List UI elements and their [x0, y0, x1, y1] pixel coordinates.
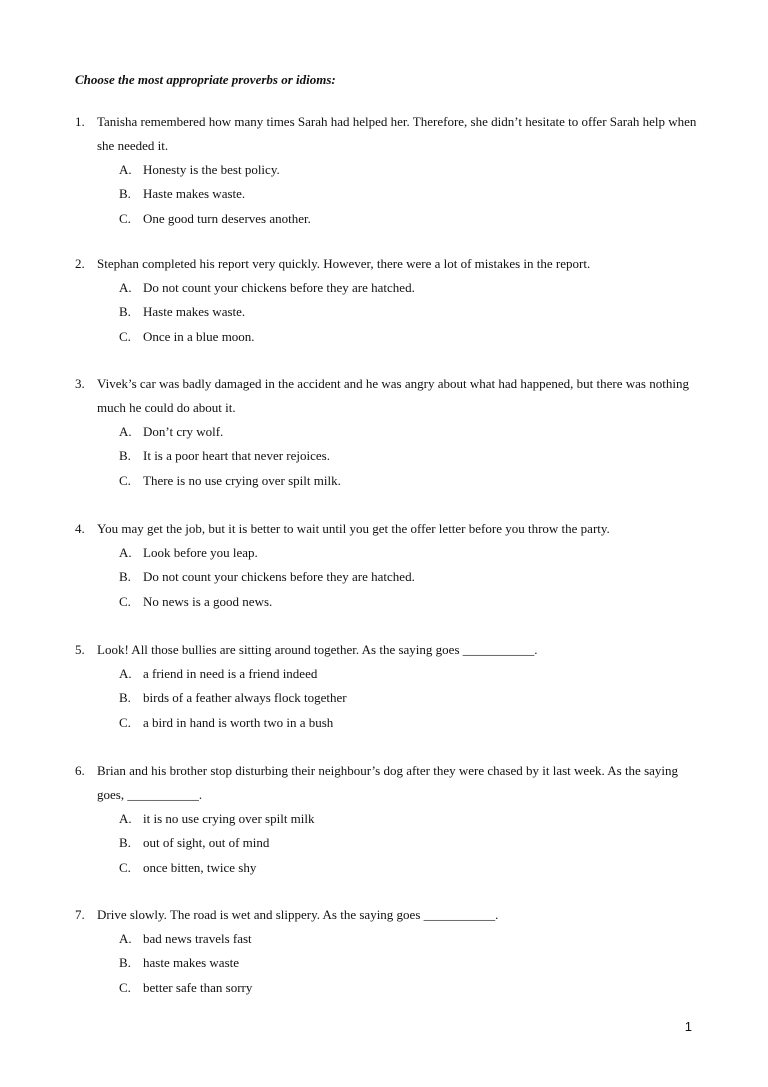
option-letter: A. — [119, 811, 132, 826]
option-letter: C. — [119, 714, 131, 730]
option-c — [75, 856, 705, 880]
option-c — [75, 325, 705, 349]
answer-options — [75, 807, 705, 880]
option-text: a bird in hand is worth two in a bush — [143, 714, 334, 730]
option-text: bad news travels fast — [143, 931, 252, 946]
question-number: 5. — [75, 642, 85, 657]
option-text: One good turn deserves another. — [143, 210, 311, 226]
option-letter: C. — [119, 472, 131, 488]
option-text: birds of a feather always flock together — [143, 690, 347, 706]
question-4 — [75, 517, 705, 614]
option-text: No news is a good news. — [143, 593, 273, 609]
option-b — [75, 831, 705, 855]
option-letter: A. — [119, 931, 132, 946]
option-b — [75, 300, 705, 324]
option-c — [75, 976, 705, 1000]
option-text: once bitten, twice shy — [143, 859, 257, 875]
option-a — [75, 420, 705, 444]
question-1 — [75, 110, 705, 231]
question-6 — [75, 759, 705, 880]
question-text: Look! All those bullies are sitting around together. As the saying goes ___________. — [97, 642, 538, 657]
option-letter: A. — [119, 666, 132, 681]
question-number: 2. — [75, 256, 85, 271]
option-letter: C. — [119, 979, 131, 995]
option-text: Don’t cry wolf. — [143, 424, 224, 439]
option-text: it is no use crying over spilt milk — [143, 811, 315, 826]
option-a — [75, 807, 705, 831]
option-text: There is no use crying over spilt milk. — [143, 472, 341, 488]
option-text: a friend in need is a friend indeed — [143, 666, 318, 681]
option-a — [75, 276, 705, 300]
option-c — [75, 711, 705, 735]
answer-options — [75, 276, 705, 349]
option-letter: A. — [119, 424, 132, 439]
option-text: haste makes waste — [143, 955, 240, 971]
option-letter: A. — [119, 280, 132, 295]
option-a — [75, 541, 705, 565]
option-b — [75, 565, 705, 589]
question-number: 7. — [75, 907, 85, 922]
question-stem — [75, 110, 705, 158]
option-text: Honesty is the best policy. — [143, 162, 280, 177]
option-letter: B. — [119, 569, 131, 585]
option-letter: A. — [119, 545, 132, 560]
question-text: Brian and his brother stop disturbing their neighbour’s dog after they were chased by it last week. As the saying goes, ___________. — [97, 763, 679, 802]
option-a — [75, 158, 705, 182]
option-letter: B. — [119, 955, 131, 971]
answer-options — [75, 541, 705, 614]
option-letter: B. — [119, 690, 131, 706]
option-text: better safe than sorry — [143, 979, 253, 995]
question-number: 3. — [75, 376, 85, 391]
question-stem — [75, 252, 705, 276]
page-number: 1 — [684, 1019, 692, 1034]
option-c — [75, 207, 705, 231]
answer-options — [75, 927, 705, 1000]
option-letter: B. — [119, 186, 131, 202]
option-a — [75, 662, 705, 686]
question-stem — [75, 903, 705, 927]
question-7 — [75, 903, 705, 1000]
option-b — [75, 951, 705, 975]
question-2 — [75, 252, 705, 349]
option-text: Look before you leap. — [143, 545, 258, 560]
question-stem — [75, 372, 705, 420]
option-letter: C. — [119, 593, 131, 609]
option-a — [75, 927, 705, 951]
option-text: Do not count your chickens before they are hatched. — [143, 280, 415, 295]
option-b — [75, 686, 705, 710]
option-c — [75, 590, 705, 614]
question-stem — [75, 638, 705, 662]
question-3 — [75, 372, 705, 493]
question-text: You may get the job, but it is better to wait until you get the offer letter before you throw the party. — [97, 521, 610, 536]
option-text: Do not count your chickens before they are hatched. — [143, 569, 415, 585]
question-number: 6. — [75, 763, 85, 778]
option-letter: C. — [119, 210, 131, 226]
question-text: Stephan completed his report very quickly. However, there were a lot of mistakes in the report. — [97, 256, 591, 271]
option-letter: C. — [119, 328, 131, 344]
option-letter: C. — [119, 859, 131, 875]
option-text: Haste makes waste. — [143, 304, 246, 320]
option-text: out of sight, out of mind — [143, 835, 270, 851]
option-letter: B. — [119, 304, 131, 320]
option-text: Once in a blue moon. — [143, 328, 255, 344]
question-number: 4. — [75, 521, 85, 536]
answer-options — [75, 420, 705, 493]
option-text: Haste makes waste. — [143, 186, 246, 202]
option-letter: B. — [119, 835, 131, 851]
option-c — [75, 469, 705, 493]
option-text: It is a poor heart that never rejoices. — [143, 448, 330, 464]
question-5 — [75, 638, 705, 735]
question-text: Tanisha remembered how many times Sarah had helped her. Therefore, she didn’t hesitate to offer Sarah help when she needed it. — [97, 114, 697, 153]
question-text: Vivek’s car was badly damaged in the accident and he was angry about what had happened, but there was nothing much he could do about it. — [97, 376, 689, 415]
instructions-heading: Choose the most appropriate proverbs or idioms: — [75, 72, 336, 87]
option-letter: B. — [119, 448, 131, 464]
option-letter: A. — [119, 162, 132, 177]
question-text: Drive slowly. The road is wet and slippery. As the saying goes ___________. — [97, 907, 499, 922]
question-stem — [75, 517, 705, 541]
answer-options — [75, 158, 705, 231]
question-number: 1. — [75, 114, 85, 129]
answer-options — [75, 662, 705, 735]
option-b — [75, 182, 705, 206]
option-b — [75, 444, 705, 468]
question-stem — [75, 759, 705, 807]
